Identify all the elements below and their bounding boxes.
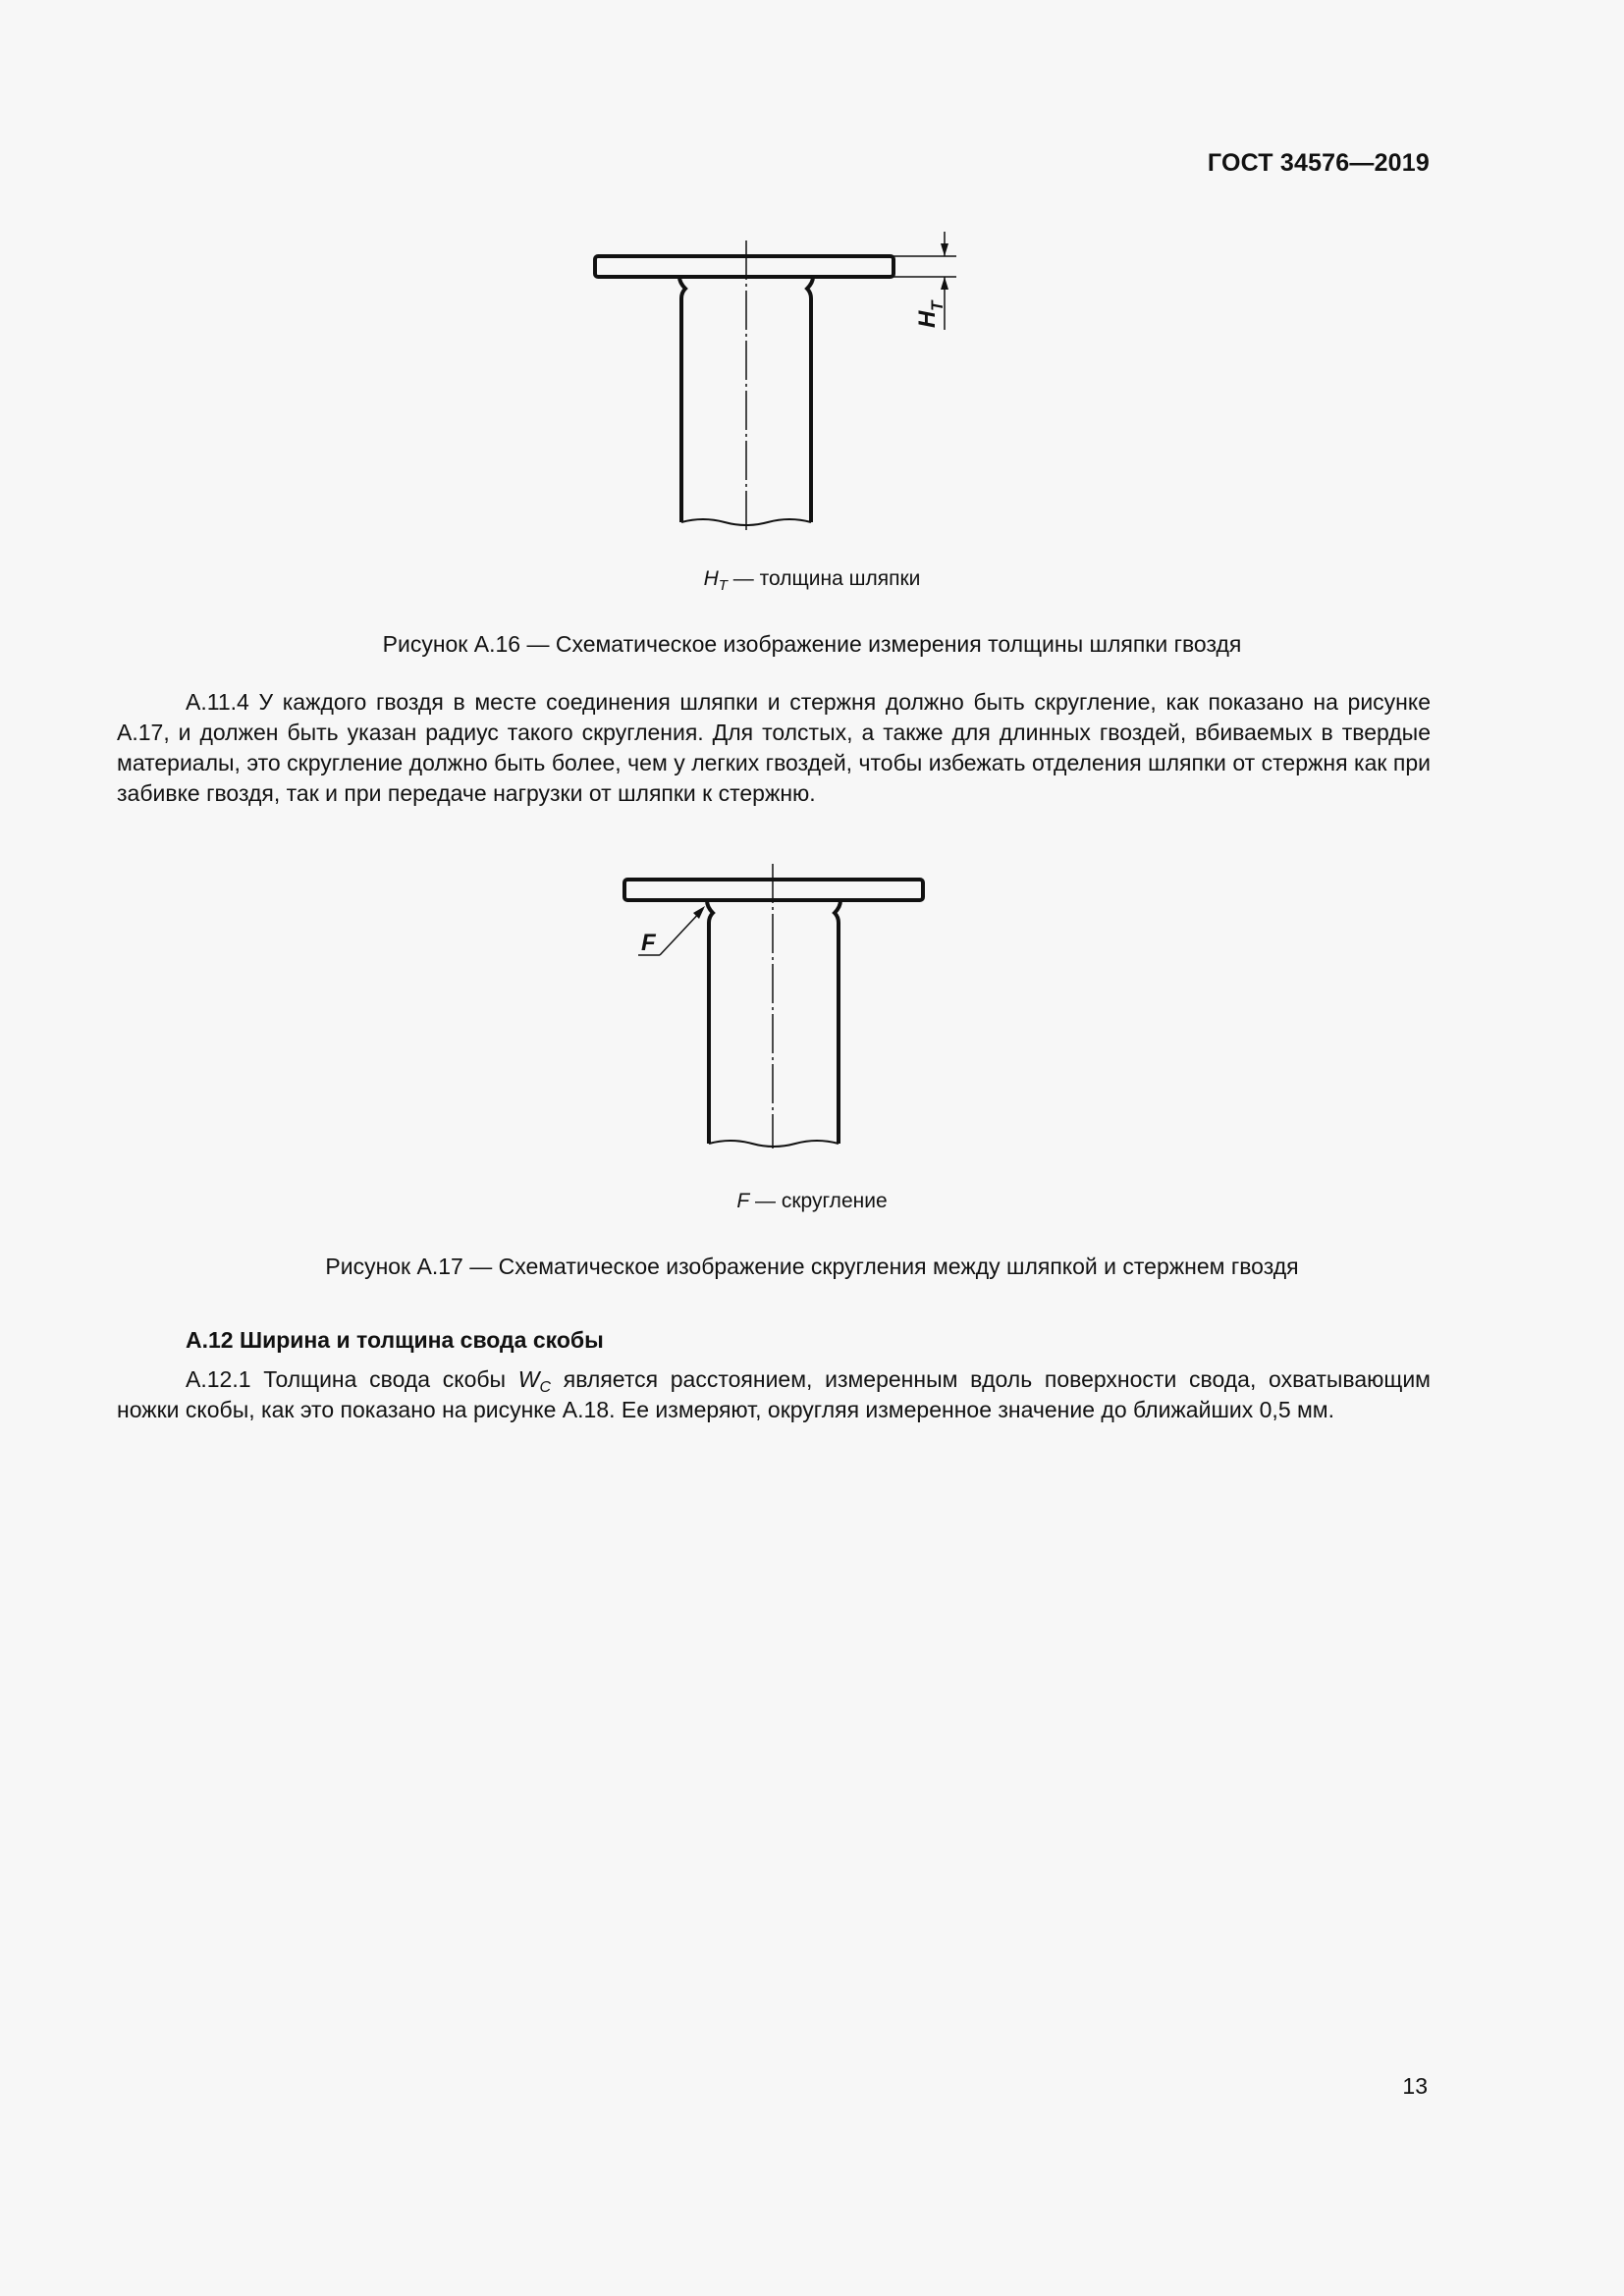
legend-symbol-sub: T bbox=[718, 577, 728, 594]
figure-a17-caption: Рисунок А.17 — Схематическое изображение скругления между шляпкой и стержнем гвоздя bbox=[325, 1254, 1299, 1279]
nail-fillet-diagram bbox=[609, 854, 943, 1168]
page-number: 13 bbox=[1402, 2073, 1428, 2099]
paragraph-a12-1-start: А.12.1 Толщина свода скобы bbox=[186, 1366, 518, 1392]
dimension-label-f: F bbox=[641, 930, 656, 956]
dimension-arrow-up bbox=[941, 277, 948, 290]
paragraph-a12-1 bbox=[117, 1364, 1431, 1425]
figure-a17-drawing bbox=[609, 854, 943, 1168]
figure-a17-legend bbox=[0, 1190, 1624, 1213]
figure-a16-caption: Рисунок А.16 — Схематическое изображение измерения толщины шляпки гвоздя bbox=[382, 631, 1242, 657]
paragraph-a12-1-end: является расстоянием, измеренным вдоль поверхности свода, охватывающим ножки скобы, как это показано на рисунке А.18. Ее измеряют, округляя измеренное значение до ближайших 0,5 мм. bbox=[117, 1366, 1431, 1422]
figure-a16-drawing bbox=[579, 226, 992, 540]
nail-head bbox=[595, 256, 893, 277]
section-a12-heading: А.12 Ширина и толщина свода скобы bbox=[186, 1327, 604, 1353]
nail-head-thickness-diagram bbox=[579, 226, 992, 540]
legend-text: — толщина шляпки bbox=[727, 567, 921, 590]
document-code: ГОСТ 34576—2019 bbox=[1207, 149, 1430, 177]
legend-symbol: H bbox=[703, 567, 719, 590]
symbol-wc-sub: C bbox=[539, 1379, 552, 1396]
break-line bbox=[709, 1141, 839, 1147]
nail-head bbox=[624, 880, 923, 900]
nail-shank-left bbox=[679, 277, 685, 522]
paragraph-a11-4 bbox=[117, 687, 1431, 809]
dimension-arrow-down bbox=[941, 243, 948, 256]
legend-symbol: F bbox=[736, 1190, 750, 1212]
dimension-label-ht bbox=[914, 299, 947, 328]
legend-text: — скругление bbox=[749, 1190, 888, 1212]
nail-shank-left bbox=[707, 900, 713, 1144]
figure-a16-legend bbox=[0, 567, 1624, 594]
dimension-label-main: H bbox=[914, 310, 941, 328]
paragraph-a11-4-text: А.11.4 У каждого гвоздя в месте соединения шляпки и стержня должно быть скругление, как показано на рисунке А.17, и должен быть указан радиус такого скругления. Для толстых, а также для длинных гвоздей, вбиваемых в твердые материалы, это скругление должно быть более, чем у легких гвоздей, чтобы избежать отделения шляпки от стержня как при забивке гвоздя, так и при передаче нагрузки от шляпки к стержню. bbox=[117, 689, 1431, 806]
nail-shank-right bbox=[835, 900, 840, 1144]
symbol-wc: W bbox=[517, 1366, 540, 1392]
dimension-label-sub: T bbox=[928, 300, 947, 311]
nail-shank-right bbox=[807, 277, 813, 522]
